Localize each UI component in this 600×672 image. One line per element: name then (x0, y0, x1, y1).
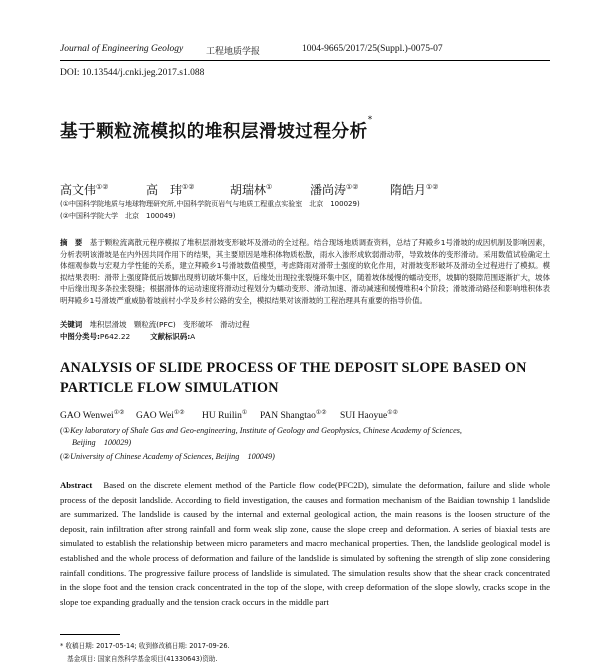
doc-code-label: 文献标识码: (150, 332, 191, 341)
cn-author: 潘尚涛①② (310, 183, 359, 197)
cn-title-text: 基于颗粒流模拟的堆积层滑坡过程分析 (60, 122, 368, 142)
en-author: PAN Shangtao①② (260, 410, 327, 421)
running-header (60, 44, 550, 60)
cn-author: 胡瑞林① (230, 183, 273, 197)
issue-info: 1004-9665/2017/25(Suppl.)-0075-07 (302, 44, 443, 54)
en-author: SUI Haoyue①② (340, 410, 398, 421)
footnote-received: * 收稿日期: 2017-05-14; 收到修改稿日期: 2017-09-26. (60, 642, 230, 650)
footnote-funding: 基金项目: 国家自然科学基金项目(41330643)资助. (67, 655, 218, 663)
class-value: P642.22 (99, 332, 131, 341)
cn-author: 高文伟①② (60, 183, 109, 197)
en-author: HU Ruilin① (202, 410, 248, 421)
footnote-divider (60, 634, 120, 635)
cn-abstract (60, 237, 550, 307)
journal-name-cn: 工程地质学报 (206, 47, 261, 57)
cn-keywords-text: 堆积层滑坡 颗粒流(PFC) 变形破坏 滑动过程 (89, 320, 250, 329)
cn-abstract-label: 摘 要 (60, 238, 83, 247)
en-title: ANALYSIS OF SLIDE PROCESS OF THE DEPOSIT SLOPE BASED ON PARTICLE FLOW SIMULATION (60, 360, 527, 396)
doi: DOI: 10.13544/j.cnki.jeg.2017.s1.088 (60, 68, 205, 78)
en-abstract-text: Based on the discrete element method of the Particle flow code(PFC2D), simulate the deformation, failure and slide whole process of the deposit landslide. According to field investigation, the causes and formation mechanism of the Baidian township 1 landslide are summarized. The landslide is caused by the internal and external geological action, the main reasons is the loosen structure of the deposit, rain infiltration after strong rainfall and form weak slip zone, cause the slope creep and deformation. A series of biaxial tests are simulated to establish the relationship between micro parameters and macro mechanical properties. Then, the landslide geological model is established and the whole process of deformation and failure of the landslide is simulated by softening the strength of slip zone considering rainfall conditions. The progressive failure process of landslide is simulated. The simulation results show that the shear crack concentrated in the slope foot and the tension crack concentrated in the top of the slope, with creep deformation of the slope slowly, cracks scope in the slope toe expanding gradually and the tension crack occurs in the middle part (60, 480, 550, 607)
en-affiliation: (①Key laboratory of Shale Gas and Geo-engineering, Institute of Geology and Geophysics, Chinese Academy of Sciences, (60, 426, 462, 435)
class-label: 中图分类号: (60, 332, 100, 341)
cn-abstract-text: 基于颗粒流离散元程序模拟了堆积层滑坡变形破坏及滑动的全过程。结合现场地质调查资料，总结了拜殿乡1号滑坡的成因机制及影响因素，分析表明该滑坡是在内外因共同作用下的结果，其主要原因是堆积体物质松散，雨水入渗形成软弱滑动带，导致坡体的变形滑动。采用数值试验确定土体细观参数与宏观力学性能的关系，建立拜殿乡1号滑坡数值模型，考虑降雨对滑带土强度的软化作用，对滑坡变形破坏及滑动全过程进行了模拟。模拟结果表明：滑带上强度降低后坡脚出现剪切破坏集中区，后缘处出现拉张裂缝环集中区，随着坡体缓慢的蠕动变形，坡脚的裂隙范围逐渐扩大，坡体中后缘出现多条拉张裂缝；根据滑体的运动速度将滑动过程划分为蠕动变形、滑动加速、滑动减速和缓慢堆积4个阶段；滑坡滑动路径和影响堆积体表明拜殿乡1号滑坡严重威胁着坡前村小学及乡村公路的安全，模拟结果对该滑坡的工程治理具有重要的指导价值。 (60, 238, 550, 305)
cn-keywords (60, 319, 250, 330)
cn-affiliation: (②中国科学院大学 北京 100049) (60, 212, 176, 220)
cn-classification (60, 331, 195, 342)
cn-author: 高 玮①② (146, 183, 195, 197)
en-author: GAO Wei①② (136, 410, 185, 421)
doc-code-value: A (190, 332, 196, 341)
en-author: GAO Wenwei①② (60, 410, 125, 421)
cn-affiliation: (①中国科学院地质与地球物理研究所,中国科学院页岩气与地质工程重点实验室 北京 100029) (60, 200, 360, 208)
en-abstract (60, 478, 550, 609)
cn-title-mark: * (367, 115, 373, 125)
cn-keywords-label: 关键词 (60, 320, 83, 329)
cn-title (60, 115, 373, 143)
en-affiliation-cont: Beijing 100029) (72, 438, 132, 447)
header-divider (60, 60, 550, 61)
en-abstract-label: Abstract (60, 480, 93, 490)
journal-name: Journal of Engineering Geology (60, 44, 184, 54)
en-affiliation: (②University of Chinese Academy of Sciences, Beijing 100049) (60, 452, 275, 461)
cn-author: 隋皓月①② (390, 183, 439, 197)
